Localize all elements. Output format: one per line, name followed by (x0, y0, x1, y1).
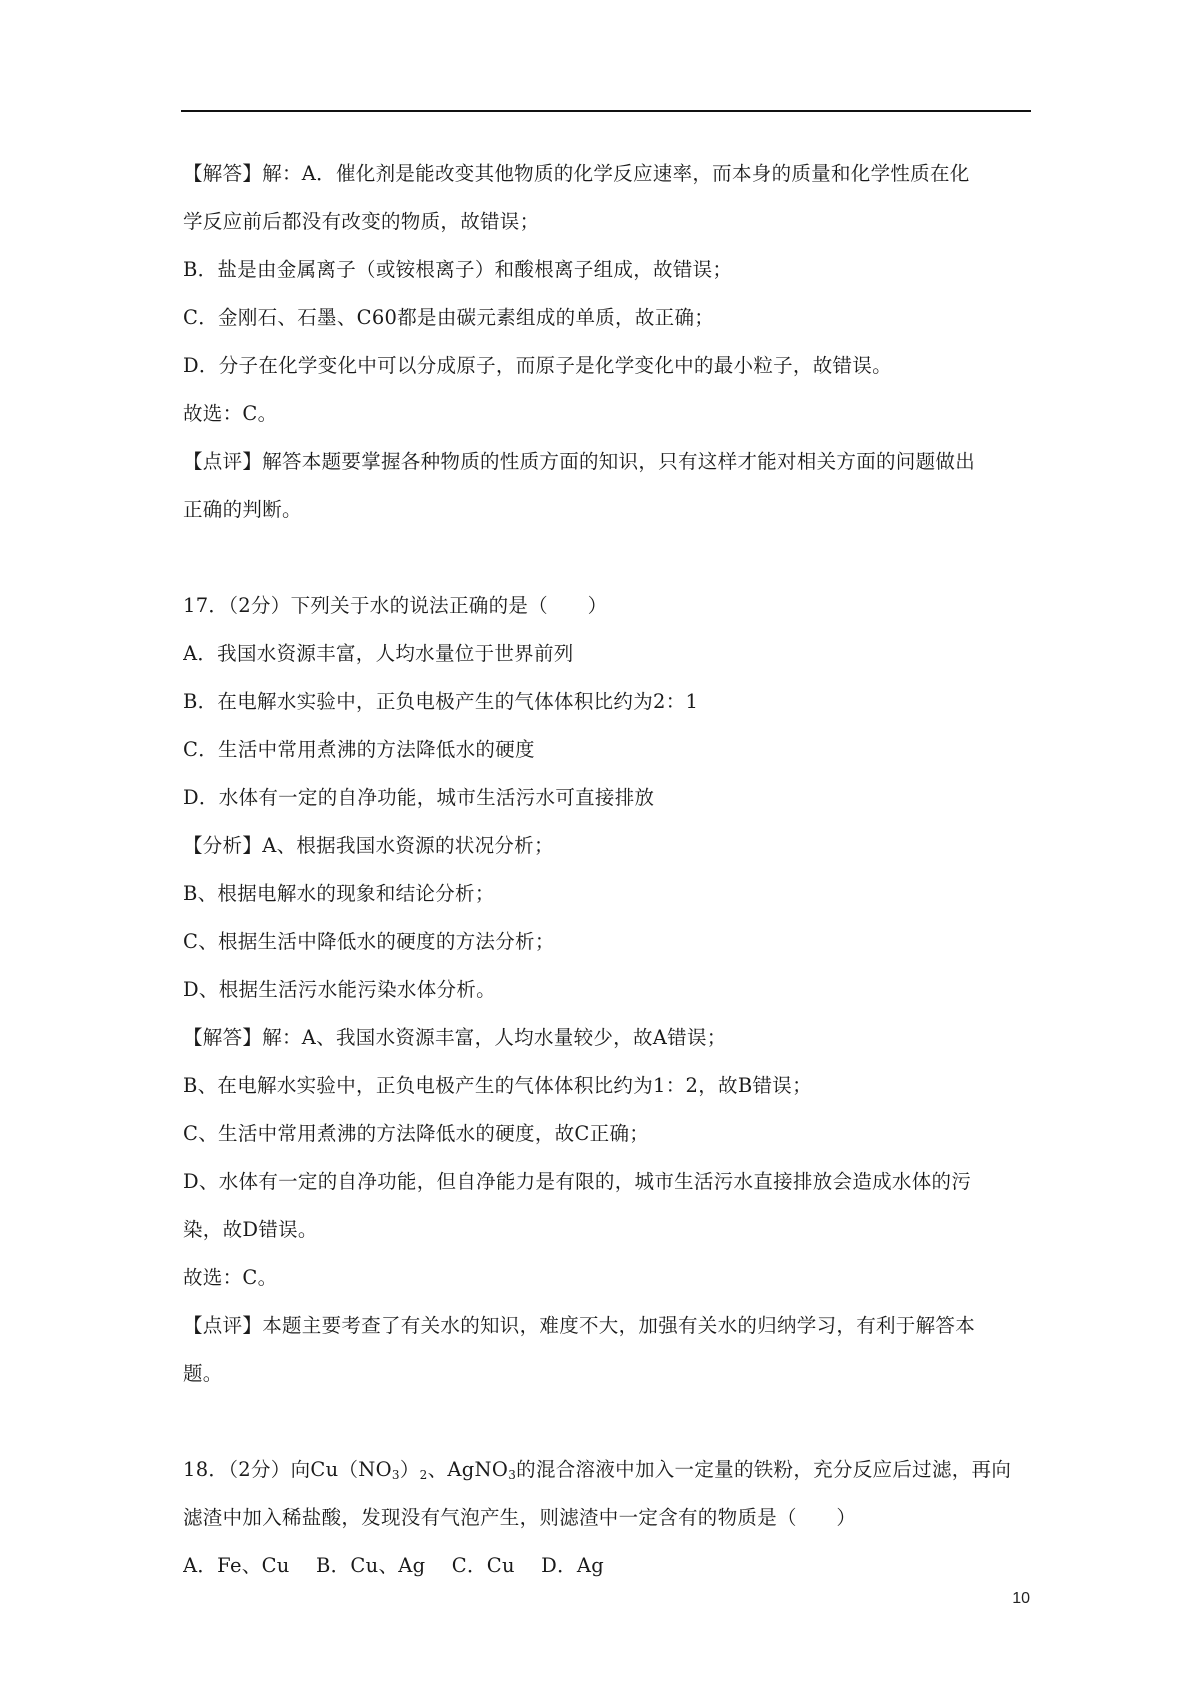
q18-stem-line-1 (183, 1446, 1033, 1494)
q17-analysis-a: 【分析】A、根据我国水资源的状况分析； (183, 834, 554, 857)
q18-options: A．Fe、Cu B．Cu、Ag C．Cu D．Ag (183, 1554, 605, 1577)
q17-answer-a: 【解答】解：A、我国水资源丰富，人均水量较少，故A错误； (183, 1026, 727, 1049)
q16-answer-line-1: 【解答】解：A．催化剂是能改变其他物质的化学反应速率，而本身的质量和化学性质在化 (183, 162, 970, 185)
q16-answer-d: D．分子在化学变化中可以分成原子，而原子是化学变化中的最小粒子，故错误。 (183, 354, 892, 377)
q17-choice: 故选：C。 (183, 1266, 278, 1289)
q17-comment-line-1: 【点评】本题主要考查了有关水的知识，难度不大，加强有关水的归纳学习，有利于解答本 (183, 1314, 976, 1337)
q17-answer-d-line-1: D、水体有一定的自净功能，但自净能力是有限的，城市生活污水直接排放会造成水体的污 (183, 1170, 972, 1193)
spacer (183, 1398, 1033, 1446)
spacer (183, 534, 1033, 582)
header-rule (181, 110, 1031, 112)
q16-comment-line-2: 正确的判断。 (183, 498, 302, 521)
q17-answer-b: B、在电解水实验中，正负电极产生的气体体积比约为1：2，故B错误； (183, 1074, 812, 1097)
q17-stem: 17．（2分）下列关于水的说法正确的是（ ） (183, 594, 608, 617)
q16-comment-line-1: 【点评】解答本题要掌握各种物质的性质方面的知识，只有这样才能对相关方面的问题做出 (183, 450, 976, 473)
q16-answer-line-2: 学反应前后都没有改变的物质，故错误； (183, 210, 540, 233)
q17-analysis-b: B、根据电解水的现象和结论分析； (183, 882, 495, 905)
q17-comment-line-2: 题。 (183, 1362, 223, 1385)
q16-answer-c: C．金刚石、石墨、C60都是由碳元素组成的单质，故正确； (183, 306, 715, 329)
q17-answer-c: C、生活中常用煮沸的方法降低水的硬度，故C正确； (183, 1122, 650, 1145)
q17-option-d: D．水体有一定的自净功能，城市生活污水可直接排放 (183, 786, 655, 809)
q18-stem-part-1: 18．（2分）向Cu（NO (183, 1458, 392, 1481)
q17-analysis-c: C、根据生活中降低水的硬度的方法分析； (183, 930, 555, 953)
q18-stem-part-4: 的混合溶液中加入一定量的铁粉，充分反应后过滤，再向 (516, 1458, 1012, 1481)
q17-analysis-d: D、根据生活污水能污染水体分析。 (183, 978, 496, 1001)
q16-choice: 故选：C。 (183, 402, 278, 425)
page-content (183, 150, 1033, 1590)
q17-option-b: B．在电解水实验中，正负电极产生的气体体积比约为2：1 (183, 690, 699, 713)
page-number: 10 (1012, 1590, 1030, 1607)
q18-stem-part-2: ） (399, 1458, 420, 1481)
q17-answer-d-line-2: 染，故D错误。 (183, 1218, 318, 1241)
subscript: 2 (419, 1468, 428, 1482)
q17-option-a: A．我国水资源丰富，人均水量位于世界前列 (183, 642, 574, 665)
q17-option-c: C．生活中常用煮沸的方法降低水的硬度 (183, 738, 535, 761)
q16-answer-b: B．盐是由金属离子（或铵根离子）和酸根离子组成，故错误； (183, 258, 733, 281)
subscript: 3 (508, 1468, 517, 1482)
q18-stem-part-3: 、AgNO (427, 1458, 509, 1481)
q18-stem-line-2: 滤渣中加入稀盐酸，发现没有气泡产生，则滤渣中一定含有的物质是（ ） (183, 1506, 857, 1529)
subscript: 3 (391, 1468, 400, 1482)
